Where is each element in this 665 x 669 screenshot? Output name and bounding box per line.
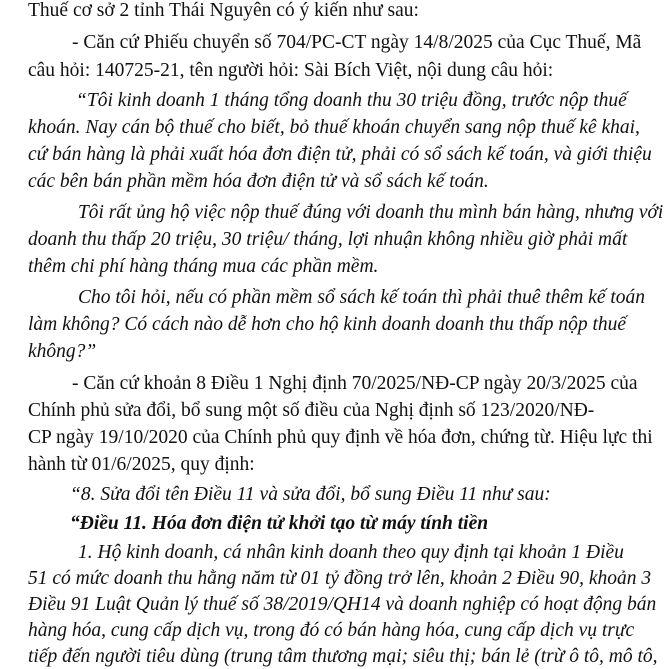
quote-item-line: “8. Sửa đổi tên Điều 11 và sửa đổi, bổ sung Điều 11 như sau:	[70, 484, 551, 505]
intro-line: Thuế cơ sở 2 tỉnh Thái Nguyên có ý kiến như sau:	[28, 0, 419, 21]
question-1-line: “Tôi kinh doanh 1 tháng tổng doanh thu 30 triệu đồng, trước nộp thuế	[76, 90, 627, 111]
question-3-line: không?”	[28, 341, 97, 362]
clause-1-line: 51 có mức doanh thu hằng năm từ 01 tỷ đồng trở lên, khoản 2 Điều 90, khoản 3	[28, 568, 652, 589]
question-2-line: thêm chi phí hàng tháng mua các phần mềm.	[28, 256, 379, 277]
basis-2-line: Chính phủ sửa đổi, bổ sung một số điều của Nghị định số 123/2020/NĐ-	[28, 400, 595, 421]
clause-1-line: tiếp đến người tiêu dùng (trung tâm thương mại; siêu thị; bán lẻ (trừ ô tô, mô tô,	[28, 646, 658, 667]
basis-1-line: câu hỏi: 140725-21, tên người hỏi: Sài Bích Việt, nội dung câu hỏi:	[28, 60, 554, 81]
basis-2-line: - Căn cứ khoản 8 Điều 1 Nghị định 70/2025/NĐ-CP ngày 20/3/2025 của	[72, 373, 638, 394]
clause-1-line: hàng hóa, cung cấp dịch vụ, trong đó có bán hàng hóa, cung cấp dịch vụ trực	[28, 620, 635, 641]
clause-1-line: 1. Hộ kinh doanh, cá nhân kinh doanh theo quy định tại khoản 1 Điều	[78, 542, 624, 563]
question-2-line: doanh thu thấp 20 triệu, 30 triệu/ tháng, lợi nhuận không nhiều giờ phải mất	[28, 229, 628, 250]
question-1-line: các bên bán phần mềm hóa đơn điện tử và sổ sách kế toán.	[28, 171, 489, 192]
question-2-line: Tôi rất ủng hộ việc nộp thuế đúng với doanh thu mình bán hàng, nhưng với	[78, 202, 664, 223]
question-1-line: cứ bán hàng là phải xuất hóa đơn điện tử, phải có sổ sách kế toán, và giới thiệu	[28, 144, 652, 165]
article-title: “Điều 11. Hóa đơn điện tử khởi tạo từ máy tính tiền	[70, 513, 489, 534]
basis-2-line: CP ngày 19/10/2020 của Chính phủ quy định về hóa đơn, chứng từ. Hiệu lực thi	[28, 427, 653, 448]
clause-1-line: Điều 91 Luật Quản lý thuế số 38/2019/QH14 và doanh nghiệp có hoạt động bán	[28, 594, 657, 615]
basis-2-line: hành từ 01/6/2025, quy định:	[28, 454, 255, 475]
question-3-line: làm không? Có cách nào dễ hơn cho hộ kinh doanh doanh thu thấp nộp thuế	[28, 314, 627, 335]
question-3-line: Cho tôi hỏi, nếu có phần mềm sổ sách kế toán thì phải thuê thêm kế toán	[78, 287, 646, 308]
basis-1-line: - Căn cứ Phiếu chuyển số 704/PC-CT ngày 14/8/2025 của Cục Thuế, Mã	[72, 32, 642, 53]
question-1-line: khoán. Nay cán bộ thuế cho biết, bỏ thuế khoán chuyển sang nộp thuế kê khai,	[28, 117, 640, 138]
